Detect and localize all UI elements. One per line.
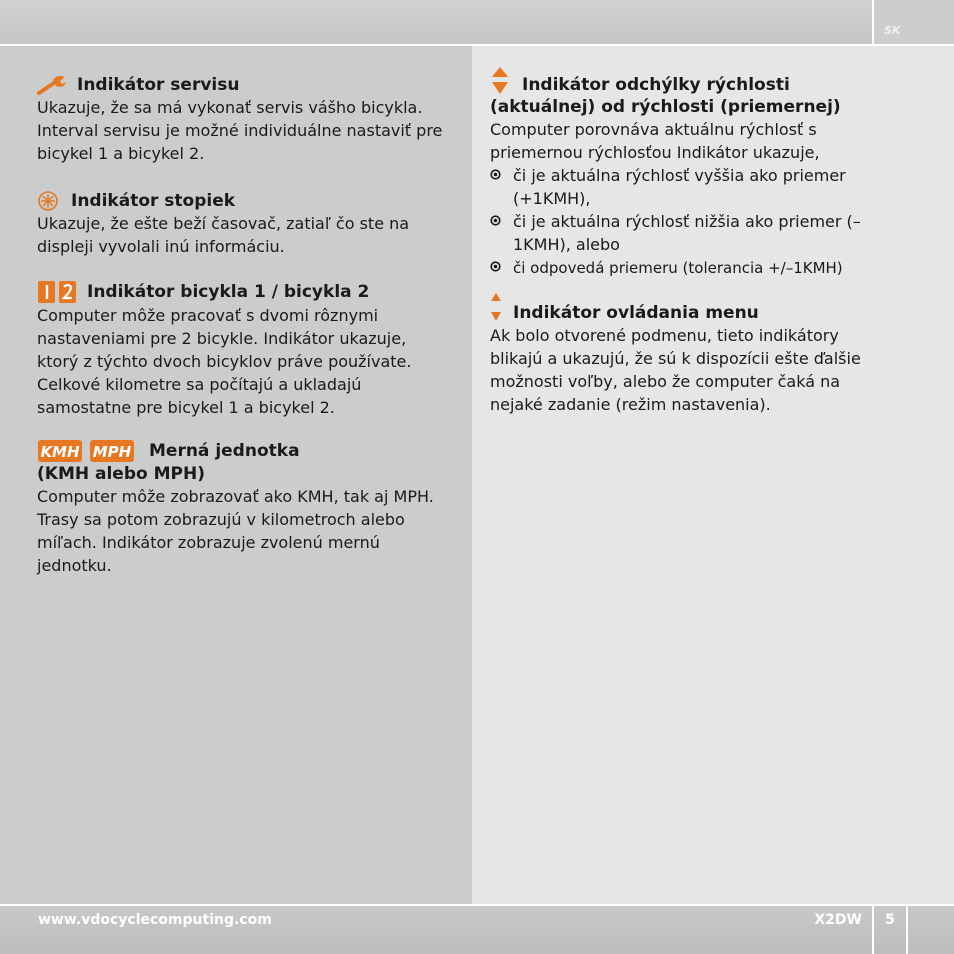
speed-bullet-item	[490, 210, 890, 256]
speed-bullet-text: či je aktuálna rýchlosť vyššia ako priemer (+1KMH),	[513, 166, 846, 208]
footer-bar	[0, 906, 954, 954]
kmh-badge-label: KMH	[40, 443, 80, 461]
up-down-arrows-icon	[490, 66, 512, 96]
top-bar	[0, 0, 954, 44]
speed-bullet-item	[490, 256, 890, 280]
wrench-icon	[37, 74, 67, 96]
bike-text: Computer môže pracovať s dvomi rôznymi nastaveniami pre 2 bicykle. Indikátor ukazuje, ktorý z týchto dvoch bicyklov práve používate. Celkové kilometre sa počítajú a ukladajú samostatne pre bicykel 1 a bicykel 2.	[37, 306, 412, 417]
menu-heading	[490, 290, 890, 324]
speed-title-line2: (aktuálnej) od rýchlosti (priemernej)	[490, 97, 841, 117]
speed-section	[490, 66, 890, 280]
menu-arrows-icon	[490, 290, 504, 324]
language-label: SK	[884, 24, 901, 37]
speed-bullet-item	[490, 164, 890, 210]
menu-text: Ak bolo otvorené podmenu, tieto indikátory blikajú a ukazujú, že sú k dispozícii ešte ďalšie možnosti voľby, alebo že computer čaká na nejaké zadanie (režim nastavenia).	[490, 326, 861, 414]
ring-bullet-icon	[490, 261, 501, 272]
service-title: Indikátor servisu	[77, 75, 240, 95]
bike-heading	[37, 280, 447, 304]
unit-title-line1: Merná jednotka	[149, 441, 300, 461]
stopwatch-icon	[37, 190, 61, 212]
unit-section	[37, 439, 447, 577]
stopwatch-title: Indikátor stopiek	[71, 191, 236, 211]
page-number: 5	[885, 912, 895, 928]
bike-title: Indikátor bicykla 1 / bicykla 2	[87, 282, 370, 302]
stopwatch-text: Ukazuje, že ešte beží časovač, zatiaľ čo ste na displeji vyvolali inú informáciu.	[37, 214, 410, 256]
footer-url[interactable]: www.vdocyclecomputing.com	[38, 912, 272, 928]
ring-bullet-icon	[490, 215, 501, 226]
bike-1-2-icon	[37, 280, 77, 304]
speed-heading	[490, 66, 890, 96]
bike-section	[37, 280, 447, 419]
speed-bullet-list	[490, 164, 890, 280]
footer-model: X2DW	[814, 912, 862, 928]
footer-separator	[906, 906, 908, 954]
kmh-badge-icon	[37, 439, 83, 463]
unit-heading	[37, 439, 447, 463]
service-heading	[37, 74, 447, 96]
service-text: Ukazuje, že sa má vykonať servis vášho bicykla. Interval servisu je možné individuálne nastaviť pre bicykel 1 a bicykel 2.	[37, 98, 443, 163]
menu-title: Indikátor ovládania menu	[513, 303, 759, 323]
service-section	[37, 74, 447, 165]
ring-bullet-icon	[490, 169, 501, 180]
stopwatch-heading	[37, 190, 447, 212]
menu-section	[490, 290, 890, 416]
speed-bullet-text: či odpovedá priemeru (tolerancia +/–1KMH)	[513, 259, 843, 277]
language-tab	[872, 0, 954, 44]
speed-text: Computer porovnáva aktuálnu rýchlosť s priemernou rýchlosťou Indikátor ukazuje,	[490, 120, 820, 162]
stopwatch-section	[37, 190, 447, 258]
speed-bullet-text: či je aktuálna rýchlosť nižšia ako priemer (–1KMH), alebo	[513, 212, 861, 254]
unit-text: Computer môže zobrazovať ako KMH, tak aj MPH. Trasy sa potom zobrazujú v kilometroch alebo míľach. Indikátor zobrazuje zvolenú mernú jednotku.	[37, 487, 434, 575]
mph-badge-label: MPH	[92, 443, 132, 461]
mph-badge-icon	[89, 439, 135, 463]
speed-title-line1: Indikátor odchýlky rýchlosti	[522, 75, 790, 95]
unit-title-line2: (KMH alebo MPH)	[37, 464, 205, 484]
